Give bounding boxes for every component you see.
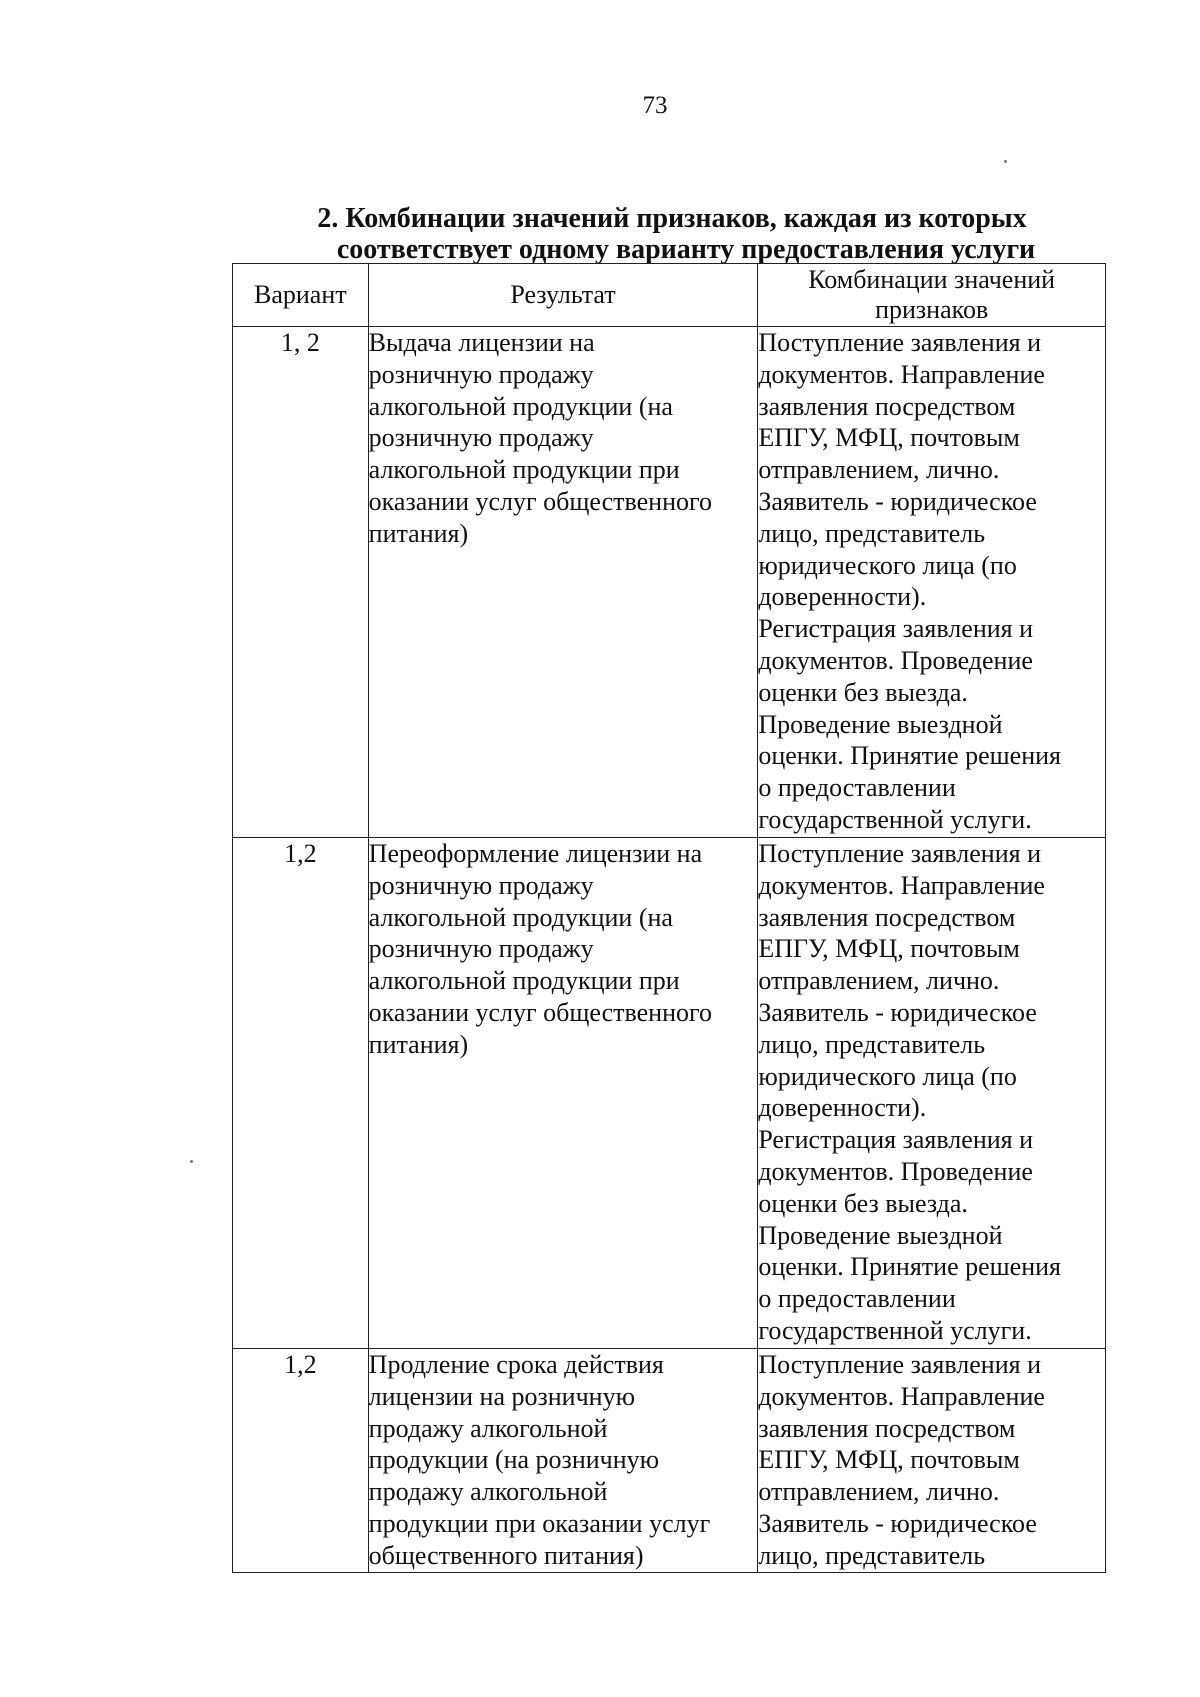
table-row [233, 327, 1106, 838]
cell-text-line: документов. Направление [758, 359, 1045, 389]
cell-text-line: юридического лица (по [758, 1061, 1017, 1091]
cell-text-line: алкогольной продукции при [368, 455, 680, 485]
cell-text-line: доверенности). [758, 582, 927, 612]
cell-text-line: отправлением, лично. [758, 455, 1000, 485]
table-row [233, 1349, 1106, 1573]
cell-text-line: продукции (на розничную [368, 1445, 660, 1475]
cell-text-line: о предоставлении [758, 1284, 956, 1314]
cell-text-line: оценки без выезда. [758, 1188, 968, 1218]
cell-text-line: оценки. Принятие решения [758, 741, 1061, 771]
result-cell [368, 1349, 758, 1573]
cell-text-line: документов. Направление [758, 1381, 1045, 1411]
header-variant: Вариант [233, 264, 369, 327]
cell-text-line: питания) [368, 518, 469, 548]
combination-cell [758, 1349, 1106, 1573]
cell-text-line: Заявитель - юридическое [758, 486, 1037, 516]
cell-text-line: заявления посредством [758, 1413, 1016, 1443]
cell-text-line: алкогольной продукции при [368, 966, 680, 996]
table-header-row [233, 264, 1106, 327]
cell-text-line: алкогольной продукции (на [368, 902, 673, 932]
cell-text-line: питания) [368, 1029, 469, 1059]
variant-cell: 1,2 [233, 838, 369, 1349]
cell-text-line: документов. Проведение [758, 645, 1033, 675]
result-cell [368, 838, 758, 1349]
cell-text-line: Поступление заявления и [758, 839, 1042, 868]
cell-text-line: Выдача лицензии на [368, 328, 595, 357]
cell-text-line: документов. Проведение [758, 1156, 1033, 1186]
result-cell [368, 327, 758, 838]
cell-text-line: Регистрация заявления и [758, 1125, 1034, 1155]
cell-text-line: Переоформление лицензии на [368, 839, 703, 868]
scan-speck [190, 1160, 193, 1163]
cell-text-line: лицензии на розничную [368, 1381, 635, 1411]
variant-cell: 1,2 [233, 1349, 369, 1573]
cell-text-line: заявления посредством [758, 391, 1016, 421]
cell-text-line: розничную продажу [368, 934, 594, 964]
cell-text-line: Регистрация заявления и [758, 614, 1034, 644]
section-heading-line-2: соответствует одному варианту предоставления услуги [336, 234, 1036, 265]
cell-text-line: о предоставлении [758, 773, 956, 803]
cell-text-line: алкогольной продукции (на [368, 391, 673, 421]
cell-text-line: документов. Направление [758, 870, 1045, 900]
cell-text-line: розничную продажу [368, 870, 594, 900]
cell-text-line: доверенности). [758, 1093, 927, 1123]
cell-text-line: общественного питания) [368, 1540, 644, 1570]
cell-text-line: Продление срока действия [368, 1350, 664, 1379]
combination-cell [758, 327, 1106, 838]
cell-text-line: продукции при оказании услуг [368, 1508, 711, 1538]
variants-table [232, 263, 1106, 1573]
cell-text-line: ЕПГУ, МФЦ, почтовым [758, 1445, 1020, 1475]
cell-text-line: лицо, представитель [758, 1540, 986, 1570]
cell-text-line: отправлением, лично. [758, 1477, 1000, 1507]
page-number: 73 [642, 92, 668, 119]
cell-text-line: продажу алкогольной [368, 1477, 608, 1507]
cell-text-line: юридического лица (по [758, 550, 1017, 580]
cell-text-line: Заявитель - юридическое [758, 1508, 1037, 1538]
cell-text-line: Поступление заявления и [758, 328, 1042, 357]
section-heading [232, 203, 1112, 265]
cell-text-line: ЕПГУ, МФЦ, почтовым [758, 423, 1020, 453]
combination-cell [758, 838, 1106, 1349]
cell-text-line: лицо, представитель [758, 1029, 986, 1059]
cell-text-line: Проведение выездной [758, 709, 1003, 739]
cell-text-line: розничную продажу [368, 423, 594, 453]
header-combination-line-2: признаков [875, 295, 989, 324]
cell-text-line: оценки без выезда. [758, 677, 968, 707]
header-combination-line-1: Комбинации значений [808, 265, 1056, 294]
cell-text-line: продажу алкогольной [368, 1413, 608, 1443]
cell-text-line: оказании услуг общественного [368, 997, 713, 1027]
scan-speck [1004, 160, 1007, 163]
cell-text-line: оказании услуг общественного [368, 486, 713, 516]
cell-text-line: государственной услуги. [758, 1315, 1032, 1345]
cell-text-line: ЕПГУ, МФЦ, почтовым [758, 934, 1020, 964]
cell-text-line: отправлением, лично. [758, 966, 1000, 996]
header-result: Результат [368, 264, 758, 327]
section-heading-line-1: 2. Комбинации значений признаков, каждая из которых [317, 203, 1027, 234]
cell-text-line: розничную продажу [368, 359, 594, 389]
cell-text-line: государственной услуги. [758, 804, 1032, 834]
cell-text-line: оценки. Принятие решения [758, 1252, 1061, 1282]
header-combination [758, 264, 1106, 327]
variant-cell: 1, 2 [233, 327, 369, 838]
cell-text-line: лицо, представитель [758, 518, 986, 548]
cell-text-line: Проведение выездной [758, 1220, 1003, 1250]
cell-text-line: Заявитель - юридическое [758, 997, 1037, 1027]
cell-text-line: Поступление заявления и [758, 1350, 1042, 1379]
cell-text-line: заявления посредством [758, 902, 1016, 932]
table-row [233, 838, 1106, 1349]
